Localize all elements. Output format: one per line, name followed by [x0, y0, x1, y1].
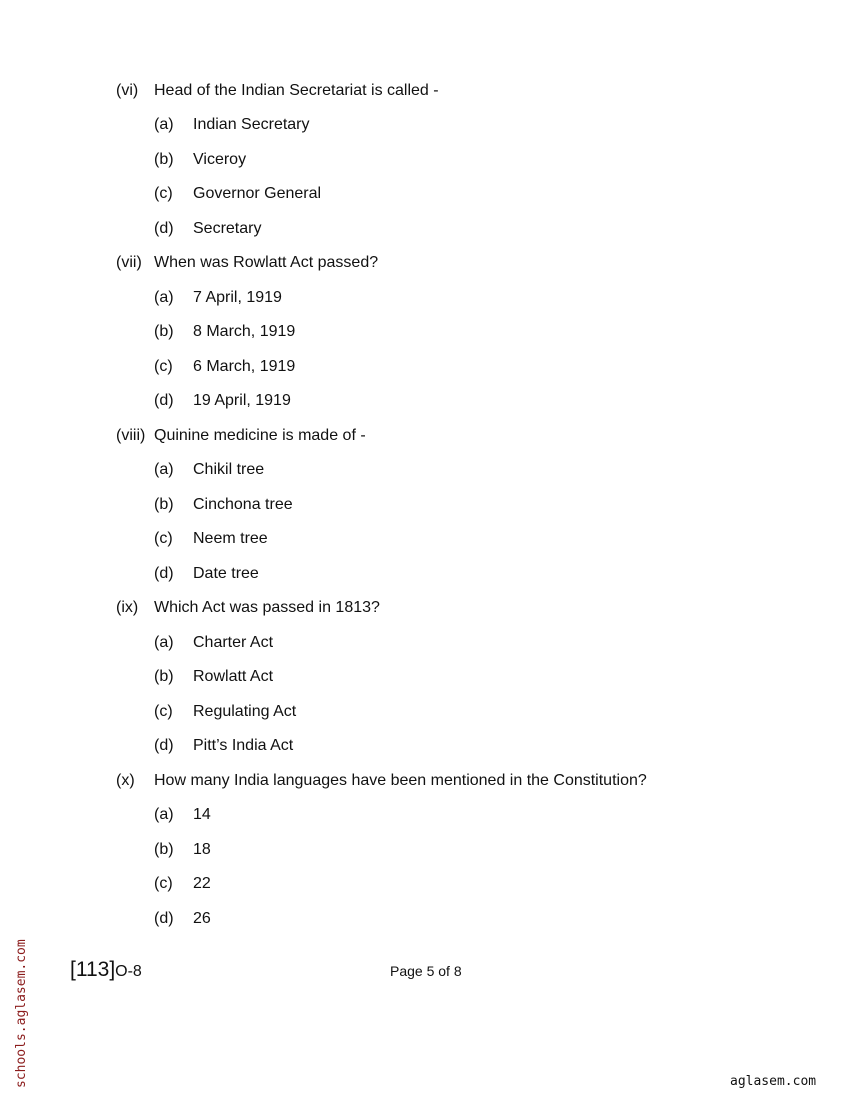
option-text: 22: [193, 875, 211, 892]
option-text: Pitt’s India Act: [193, 737, 294, 754]
corner-watermark: aglasem.com: [730, 1074, 817, 1089]
paper-code-suffix: O-8: [115, 963, 142, 980]
option-text: Neem tree: [193, 530, 268, 547]
option-label: (c): [154, 703, 173, 720]
option-label: (b): [154, 496, 174, 513]
option-label: (c): [154, 358, 173, 375]
option-label: (d): [154, 910, 174, 927]
option-text: Indian Secretary: [193, 116, 310, 133]
question-text: Which Act was passed in 1813?: [154, 599, 380, 616]
paper-code-main: [113]: [70, 958, 116, 981]
option-text: Rowlatt Act: [193, 668, 274, 685]
option-text: Chikil tree: [193, 461, 265, 478]
option-text: 6 March, 1919: [193, 358, 296, 375]
option-text: Viceroy: [193, 151, 247, 168]
question-text: How many India languages have been mentioned in the Constitution?: [154, 772, 647, 789]
option-text: Governor General: [193, 185, 322, 202]
option-label: (a): [154, 634, 174, 651]
question-text: When was Rowlatt Act passed?: [154, 254, 379, 271]
question-number: (vi): [116, 82, 139, 99]
option-text: Secretary: [193, 220, 262, 237]
option-text: Cinchona tree: [193, 496, 293, 513]
question-number: (viii): [116, 427, 146, 444]
option-text: Charter Act: [193, 634, 274, 651]
option-text: Date tree: [193, 565, 259, 582]
option-label: (d): [154, 737, 174, 754]
option-text: Regulating Act: [193, 703, 297, 720]
option-text: 8 March, 1919: [193, 323, 296, 340]
page-number: Page 5 of 8: [390, 963, 462, 979]
option-label: (b): [154, 151, 174, 168]
option-label: (b): [154, 841, 174, 858]
side-watermark: schools.aglasem.com: [14, 939, 29, 1088]
question-number: (x): [116, 772, 135, 789]
question-text: Quinine medicine is made of -: [154, 427, 366, 444]
option-label: (a): [154, 116, 174, 133]
question-number: (ix): [116, 599, 139, 616]
option-label: (c): [154, 530, 173, 547]
option-label: (a): [154, 461, 174, 478]
paper-code: [70, 958, 142, 982]
option-label: (d): [154, 565, 174, 582]
option-label: (b): [154, 323, 174, 340]
option-text: 19 April, 1919: [193, 392, 291, 409]
option-label: (a): [154, 806, 174, 823]
option-label: (d): [154, 220, 174, 237]
option-text: 7 April, 1919: [193, 289, 282, 306]
option-text: 14: [193, 806, 211, 823]
option-label: (d): [154, 392, 174, 409]
option-label: (c): [154, 185, 173, 202]
option-label: (b): [154, 668, 174, 685]
question-number: (vii): [116, 254, 142, 271]
question-text: Head of the Indian Secretariat is called -: [154, 82, 439, 99]
option-text: 26: [193, 910, 211, 927]
option-text: 18: [193, 841, 211, 858]
option-label: (a): [154, 289, 174, 306]
option-label: (c): [154, 875, 173, 892]
